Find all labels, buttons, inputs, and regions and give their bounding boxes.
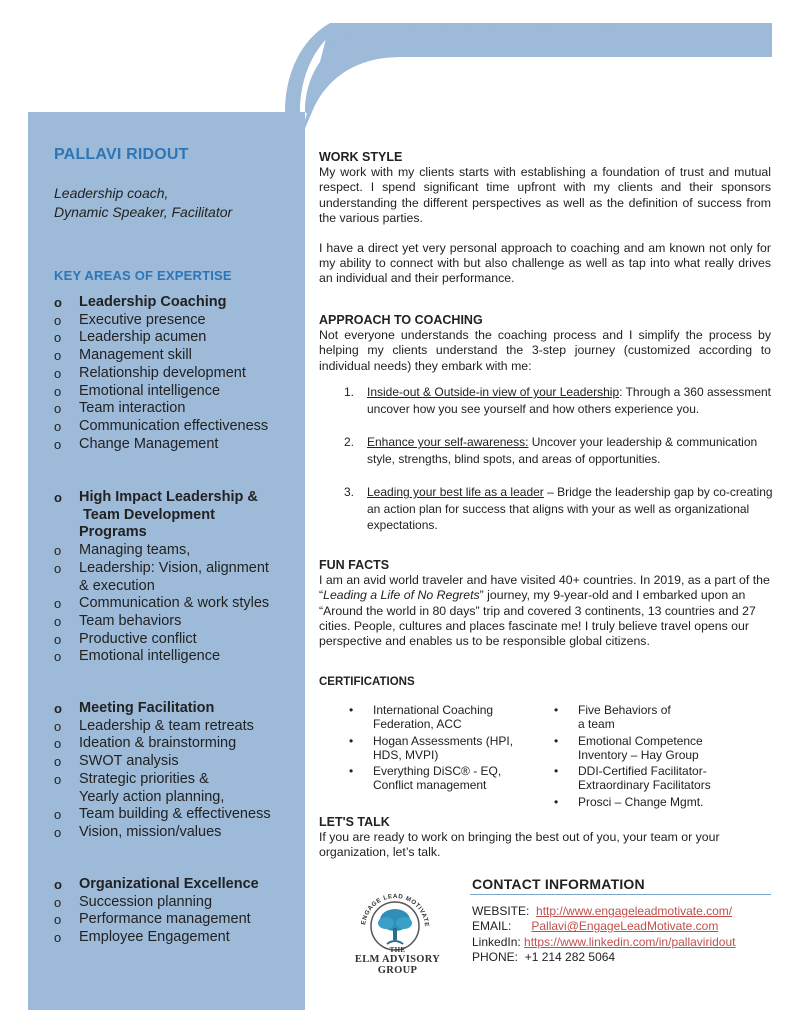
cert-line: International Coaching <box>373 703 494 717</box>
list-item: o Leadership Coaching <box>54 294 304 312</box>
expertise-group-excellence <box>54 876 304 947</box>
expertise-group-facilitation <box>54 700 304 842</box>
cert-line: HDS, MVPI) <box>373 747 439 762</box>
group-head-line: Team Development <box>83 506 215 523</box>
list-item: o Performance management <box>54 911 304 929</box>
list-item-text: Leadership: Vision, alignment <box>79 559 269 576</box>
cert-line: DDI-Certified Facilitator- <box>578 764 707 779</box>
fun-facts-section <box>319 558 771 649</box>
list-item <box>552 703 752 732</box>
list-item: o Meeting Facilitation <box>54 700 304 718</box>
list-item-text: & execution <box>79 577 155 594</box>
list-item: o SWOT analysis <box>54 753 304 771</box>
list-item: o Vision, mission/values <box>54 824 304 842</box>
certifications-section <box>319 675 771 690</box>
fun-facts-text <box>319 573 771 649</box>
step-text: – Bridge the leadership gap by co-creating an action plan for success that aligns with your as well as organizational expectations. <box>367 485 773 532</box>
step-number: 3. <box>344 485 355 499</box>
contact-heading: CONTACT INFORMATION <box>472 876 645 892</box>
list-item <box>54 560 304 595</box>
list-item: o Relationship development <box>54 365 304 383</box>
certifications-column-2 <box>552 703 752 811</box>
approach-section <box>319 313 771 374</box>
contact-divider <box>470 894 771 895</box>
list-item: o Organizational Excellence <box>54 876 304 894</box>
cert-line: Inventory – Hay Group <box>578 747 699 762</box>
list-item: o Managing teams, <box>54 542 304 560</box>
step-number: 2. <box>344 435 355 449</box>
step-title: Leading your best life as a leader <box>367 485 544 499</box>
list-item: o Ideation & brainstorming <box>54 735 304 753</box>
person-name: PALLAVI RIDOUT <box>54 146 189 163</box>
group-head-line: High Impact Leadership & <box>79 489 258 505</box>
list-item <box>344 384 774 417</box>
list-item <box>54 489 304 542</box>
contact-phone-row <box>472 950 735 965</box>
certifications-column-1 <box>347 703 547 795</box>
lets-talk-text: If you are ready to work on bringing the best out of you, your team or your organization, let’s talk. <box>319 830 720 860</box>
list-item <box>54 771 304 806</box>
cert-line: Everything DiSC® - EQ, <box>373 764 502 779</box>
list-item: o Team interaction <box>54 400 304 418</box>
subtitle-line-1: Leadership coach, <box>54 185 169 201</box>
list-item: o Emotional intelligence <box>54 383 304 401</box>
list-item-text: Yearly action planning, <box>79 788 225 805</box>
list-item <box>552 764 752 793</box>
contact-email-row <box>472 919 735 934</box>
cert-line: Federation, ACC <box>373 717 462 732</box>
list-item: o Employee Engagement <box>54 929 304 947</box>
list-item <box>347 734 547 763</box>
list-item: o Team behaviors <box>54 613 304 631</box>
expertise-group-programs <box>54 489 304 666</box>
lets-talk-section <box>319 815 771 861</box>
contact-info <box>472 904 735 965</box>
email-link[interactable]: Pallavi@EngageLeadMotivate.com <box>531 919 719 934</box>
logo-arc-text: ENGAGE LEAD MOTIVATE <box>360 892 431 928</box>
subtitle-line-2: Dynamic Speaker, Facilitator <box>54 204 233 220</box>
list-item: o Team building & effectiveness <box>54 806 304 824</box>
list-item: o Leadership & team retreats <box>54 718 304 736</box>
linkedin-label: LinkedIn: <box>472 934 521 949</box>
phone-label: PHONE: <box>472 949 519 964</box>
website-label: WEBSITE: <box>472 904 530 918</box>
cert-line: Hogan Assessments (HPI, <box>373 733 514 748</box>
work-style-paragraph-2: I have a direct yet very personal approach to coaching and am known not only for my ability to connect with but also challenge as well as tap into what really drives an individual and their performance. <box>319 241 771 286</box>
fun-facts-heading: FUN FACTS <box>319 558 390 572</box>
group-head-line: Programs <box>79 524 147 541</box>
list-item <box>344 484 774 534</box>
fun-facts-italic: Leading a Life of No Regrets <box>323 588 480 603</box>
logo-name: ELM ADVISORY GROUP <box>354 954 441 976</box>
list-item: o Executive presence <box>54 312 304 330</box>
lets-talk-heading: LET'S TALK <box>319 815 390 829</box>
list-item <box>552 795 752 809</box>
linkedin-link[interactable]: https://www.linkedin.com/in/pallaviridout <box>524 934 736 949</box>
expertise-heading: KEY AREAS OF EXPERTISE <box>54 268 232 283</box>
work-style-heading: WORK STYLE <box>319 150 403 164</box>
list-item: o Change Management <box>54 436 304 454</box>
expertise-group-coaching <box>54 294 304 453</box>
email-label: EMAIL: <box>472 919 512 934</box>
cert-line: Emotional Competence <box>578 733 703 748</box>
person-subtitle <box>54 184 299 222</box>
list-item: o Emotional intelligence <box>54 648 304 666</box>
list-item: o Communication effectiveness <box>54 418 304 436</box>
contact-website-row <box>472 904 735 919</box>
fun-facts-text-part: I am an avid world traveler and have visited 40+ countries. In 2019, as a part of the “ <box>319 573 770 603</box>
list-item: o Communication & work styles <box>54 595 304 613</box>
step-number: 1. <box>344 385 355 399</box>
list-item <box>552 734 752 763</box>
certifications-heading: CERTIFICATIONS <box>319 676 415 688</box>
cert-line: Prosci – Change Mgmt. <box>578 794 704 809</box>
phone-number: +1 214 282 5064 <box>524 949 616 964</box>
cert-line: Extraordinary Facilitators <box>578 778 711 793</box>
step-title: Inside-out & Outside-in view of your Leadership <box>367 385 620 399</box>
step-text: Uncover your leadership & communication style, strengths, blind spots, and areas of opportunities. <box>367 435 758 466</box>
step-text: : Through a 360 assessment uncover how you see yourself and how others experience you. <box>367 385 772 416</box>
logo-wordmark <box>335 946 460 976</box>
list-item <box>347 703 547 732</box>
step-title: Enhance your self-awareness: <box>367 435 529 449</box>
logo-the: THE <box>389 946 406 954</box>
list-item-text: Strategic priorities & <box>79 770 209 787</box>
list-item: o Productive conflict <box>54 631 304 649</box>
cert-line: a team <box>578 717 615 732</box>
contact-linkedin-row <box>472 935 735 950</box>
work-style-paragraph-1: My work with my clients starts with establishing a foundation of trust and mutual respect. I spend significant time upfront with my clients and their sponsors understanding the different perspectives as well as the definition of success from the various parties. <box>319 165 771 225</box>
list-item <box>347 764 547 793</box>
approach-heading: APPROACH TO COACHING <box>319 313 483 327</box>
approach-intro: Not everyone understands the coaching process and I simplify the process by helping my clients understand the 3-step journey (customized according to individual needs) they embark with me: <box>319 328 771 373</box>
work-style-section <box>319 150 771 287</box>
list-item: o Leadership acumen <box>54 329 304 347</box>
cert-line: Five Behaviors of <box>578 703 671 717</box>
list-item <box>344 434 774 467</box>
fun-facts-text-part: ” journey, my 9-year-old and I embarked upon an “Around the world in 80 days” trip and covered 3 continents, 13 countries and 27 cities. People, cultures and places fascinate me! I truly believe travel opens our perspective and enables us to be responsible global citizens. <box>319 588 756 649</box>
list-item: o Management skill <box>54 347 304 365</box>
cert-line: Conflict management <box>373 778 487 793</box>
website-link[interactable]: http://www.engageleadmotivate.com/ <box>536 904 733 918</box>
approach-steps <box>344 384 774 551</box>
sidebar-header <box>54 146 299 222</box>
list-item: o Succession planning <box>54 894 304 912</box>
